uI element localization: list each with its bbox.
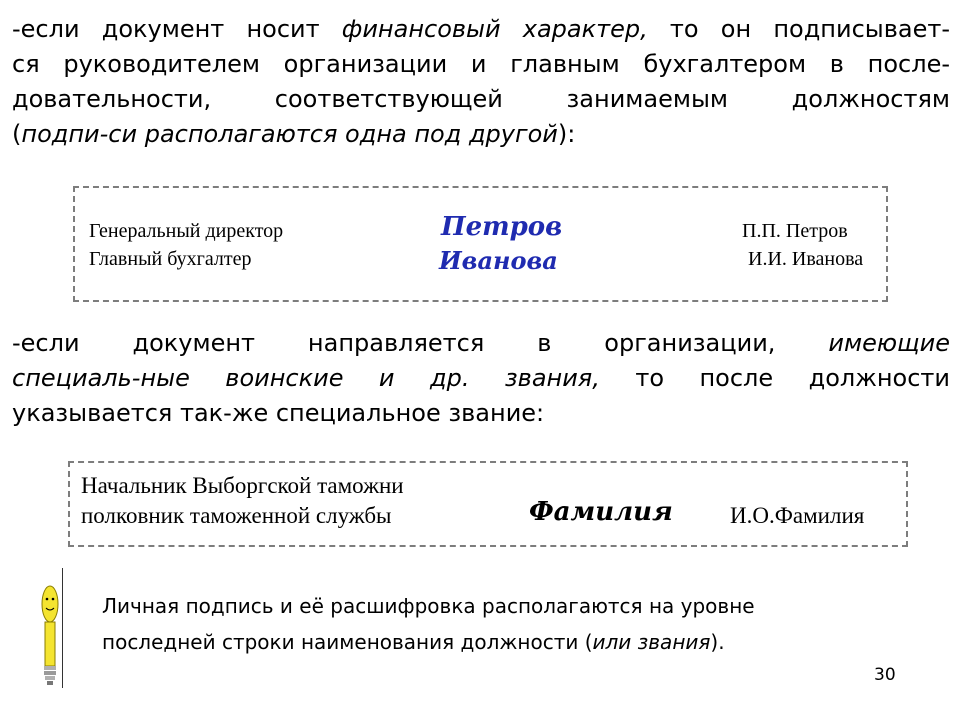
paragraph-line: -если документ носит финансовый характер, то он подписывает-	[12, 15, 950, 43]
position-title-accountant: Главный бухгалтер	[89, 248, 252, 270]
position-title-chief: Начальник Выборгской таможни	[81, 473, 404, 498]
name-ivanova: И.И. Иванова	[748, 248, 864, 270]
paragraph-financial	[12, 12, 950, 152]
signature-familiya: Фамилия	[529, 497, 673, 527]
paragraph-line: специаль-ные воинские и др. звания, то после должности	[12, 364, 950, 392]
signature-example-box-1	[73, 186, 888, 302]
paragraph-line: ся руководителем организации и главным бухгалтером в после-	[12, 50, 950, 78]
name-petrov: П.П. Петров	[742, 220, 848, 242]
signature-example-box-2	[68, 461, 908, 547]
paragraph-line: -если документ направляется в организации, имеющие	[12, 329, 950, 357]
note-text	[102, 588, 755, 660]
signature-petrov: Петров	[441, 212, 563, 242]
position-title-colonel: полковник таможенной службы	[81, 503, 392, 528]
page-number: 30	[874, 665, 896, 685]
lightbulb-icon	[40, 580, 64, 688]
position-title-director: Генеральный директор	[89, 220, 284, 242]
name-familiya: И.О.Фамилия	[730, 503, 865, 528]
paragraph-line: указывается так-же специальное звание:	[12, 399, 545, 427]
note-divider	[62, 568, 63, 688]
paragraph-military	[12, 326, 950, 431]
note-line: последней строки наименования должности (или звания).	[102, 630, 725, 654]
signature-ivanova: Иванова	[439, 246, 558, 275]
paragraph-line: (подпи-си располагаются одна под другой):	[12, 120, 576, 148]
note-line: Личная подпись и её расшифровка располагаются на уровне	[102, 594, 755, 618]
paragraph-line: довательности, соответствующей занимаемым должностям	[12, 85, 950, 113]
